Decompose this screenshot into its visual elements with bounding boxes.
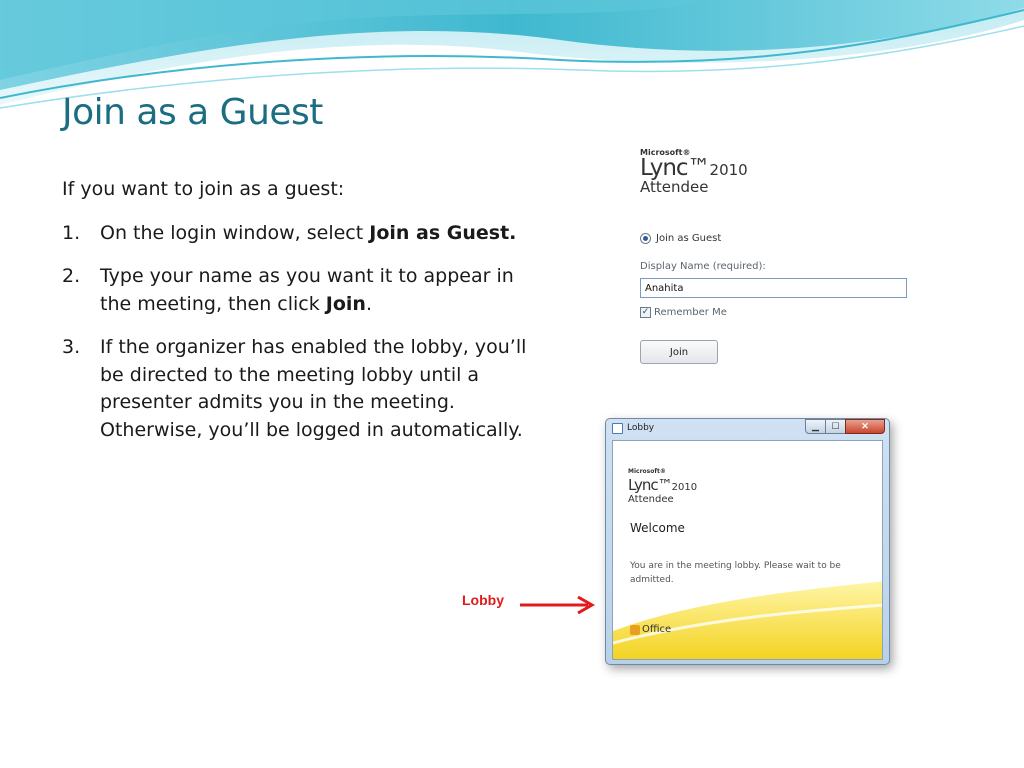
intro-text: If you want to join as a guest: [62, 178, 345, 200]
office-logo-icon [630, 625, 640, 635]
lobby-window [605, 418, 890, 665]
step-bold-text: Join as Guest. [369, 221, 517, 244]
office-brand [630, 624, 671, 635]
maximize-button[interactable]: ☐ [825, 419, 846, 434]
logo-lync: Lync™ [628, 476, 672, 494]
lobby-window-title: Lobby [627, 423, 655, 433]
join-as-guest-label: Join as Guest [656, 233, 722, 244]
step-item [62, 263, 532, 318]
remember-me-label: Remember Me [654, 307, 727, 318]
logo-microsoft: Microsoft® [640, 148, 691, 157]
radio-selected-icon[interactable] [640, 233, 651, 244]
office-label: Office [642, 624, 672, 635]
checkbox-checked-icon[interactable]: ✓ [641, 307, 650, 317]
step-text: On the login window, select [100, 221, 370, 244]
login-window [604, 136, 934, 376]
step-text-end: . [365, 292, 372, 315]
lobby-content [612, 440, 883, 660]
step-number: 2. [62, 265, 81, 287]
lync-logo [628, 468, 697, 506]
slide-body [62, 176, 532, 460]
step-number: 1. [62, 221, 81, 244]
logo-edition: Attendee [628, 494, 674, 505]
window-app-icon [612, 423, 623, 434]
step-bold-text: Join [325, 292, 366, 315]
right-arrow-icon [518, 594, 598, 614]
lobby-message: You are in the meeting lobby. Please wait to be admitted. [630, 561, 841, 585]
step-text: If the organizer has enabled the lobby, you’ll be directed to the meeting lobby until a presenter admits you in the meeting. Otherwise, you’ll be logged in automatically. [100, 336, 527, 441]
steps-list [62, 220, 532, 445]
lync-logo [640, 148, 748, 196]
logo-microsoft: Microsoft® [628, 468, 666, 475]
lobby-callout-label: Lobby [462, 592, 504, 608]
minimize-button[interactable]: ▁ [805, 419, 826, 434]
remember-me-option[interactable] [640, 307, 727, 318]
window-controls [806, 419, 885, 434]
logo-version: 2010 [709, 161, 748, 179]
welcome-heading: Welcome [630, 521, 685, 535]
join-button[interactable]: Join [640, 340, 718, 364]
step-text: Type your name as you want it to appear in the meeting, then click [100, 265, 514, 315]
logo-version: 2010 [671, 482, 698, 493]
join-as-guest-option[interactable] [640, 233, 721, 244]
display-name-field[interactable] [640, 278, 907, 298]
step-number: 3. [62, 336, 81, 358]
lobby-titlebar[interactable] [606, 419, 889, 439]
step-item [62, 334, 532, 444]
slide-title: Join as a Guest [62, 92, 323, 133]
display-name-label: Display Name (required): [640, 261, 766, 272]
logo-edition: Attendee [640, 178, 709, 196]
step-item [62, 220, 532, 248]
office-swoosh-decoration [613, 581, 883, 660]
close-button[interactable]: ✕ [845, 419, 885, 434]
logo-lync: Lync™ [640, 155, 710, 181]
